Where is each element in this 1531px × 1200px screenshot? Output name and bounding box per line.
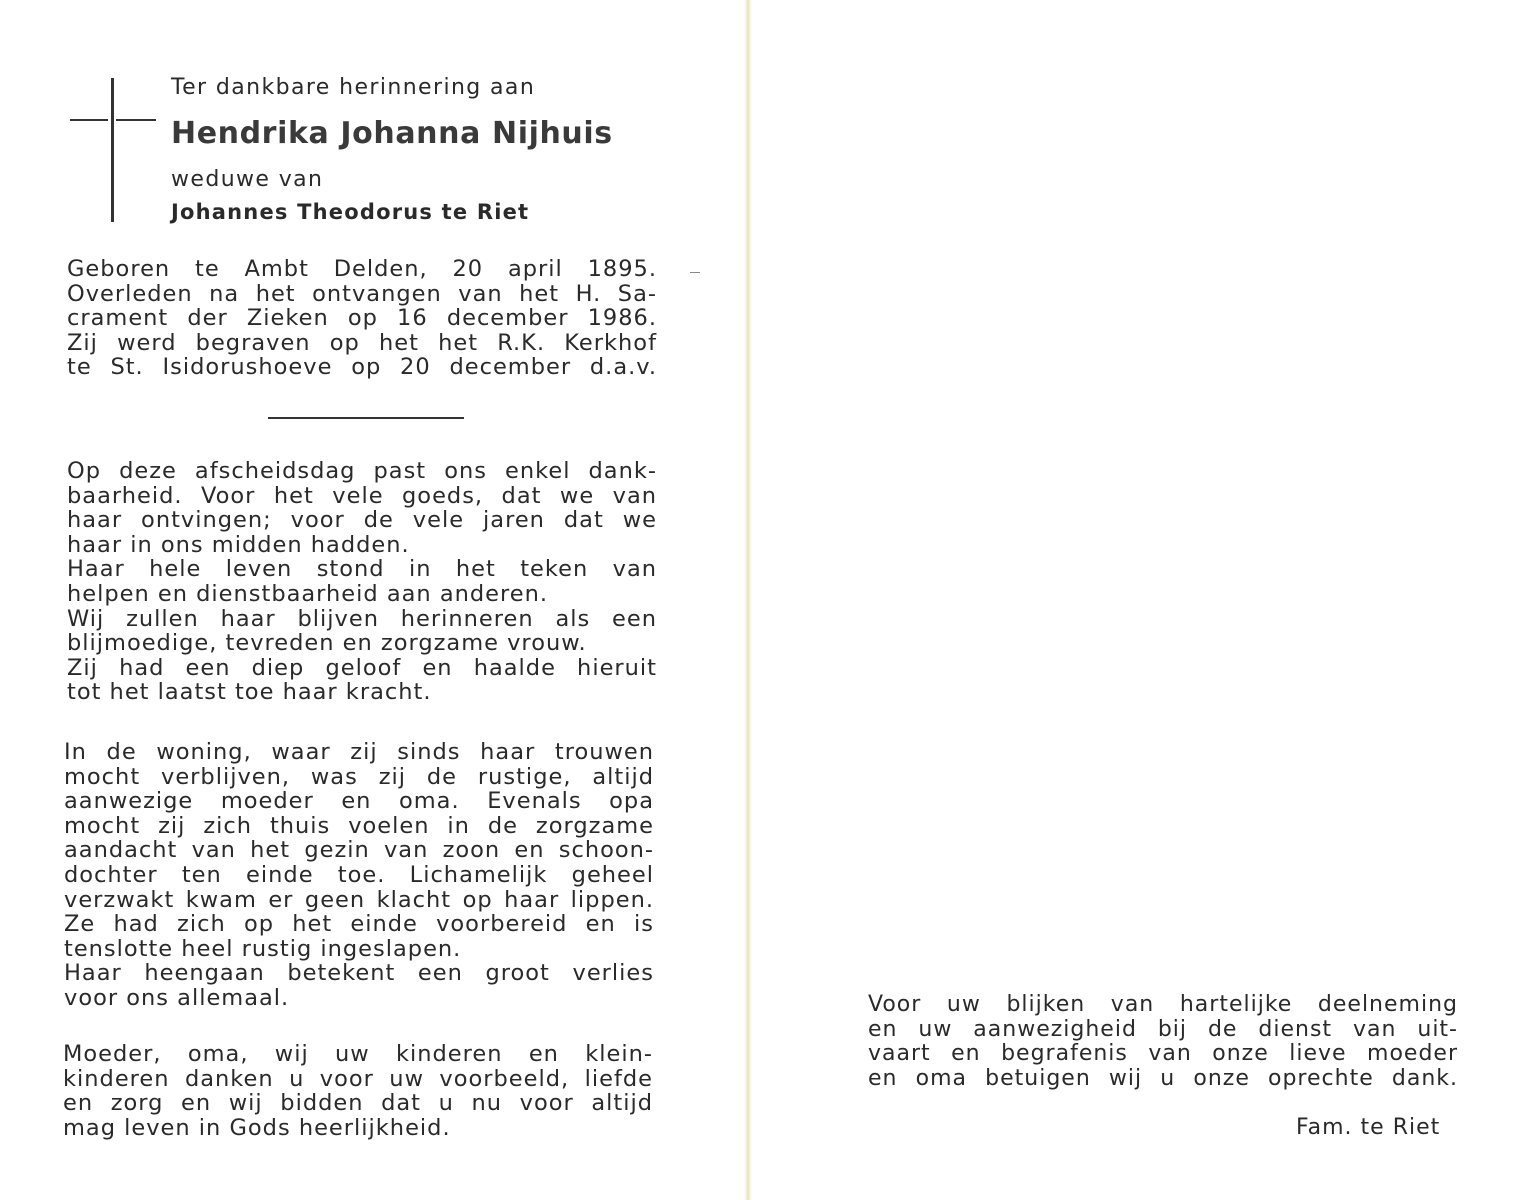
text-line: verzwakt kwam er geen klacht op haar lippen. <box>64 886 654 913</box>
text-line: Voor uw blijken van hartelijke deelneming <box>868 992 1458 1017</box>
widow-line: weduwe van <box>171 167 324 192</box>
stray-mark <box>690 272 700 273</box>
text-line: dochter ten einde toe. Lichamelijk geheel <box>64 861 654 888</box>
text-line: vaart en begrafenis van onze lieve moeder <box>868 1041 1458 1067</box>
family-signature: Fam. te Riet <box>1296 1115 1441 1140</box>
text-line: Ze had zich op het einde voorbereid en is <box>64 911 654 938</box>
bio-paragraph <box>67 257 657 380</box>
text-line: Haar hele leven stond in het teken van <box>67 556 657 583</box>
text-line: aandacht van het gezin van zoon en schoon- <box>64 837 654 864</box>
text-line: en oma betuigen wij u onze oprechte dank. <box>868 1065 1458 1091</box>
husband-name: Johannes Theodorus te Riet <box>171 200 530 224</box>
text-line: Haar heengaan betekent een groot verlies <box>64 960 654 987</box>
text-line: voor ons allemaal. <box>64 984 290 1011</box>
section-divider <box>268 417 464 419</box>
text-line: baarheid. Voor het vele goeds, dat we van <box>67 482 657 509</box>
text-line: Wij zullen haar blijven herinneren als een <box>67 605 657 632</box>
bio-line: Zij werd begraven op het het R.K. Kerkhof <box>67 329 657 356</box>
text-line: en zorg en wij bidden dat u nu voor altijd <box>63 1090 653 1117</box>
text-line: helpen en dienstbaarheid aan anderen. <box>67 580 549 607</box>
text-line: mocht verblijven, was zij de rustige, altijd <box>64 763 654 790</box>
text-line: In de woning, waar zij sinds haar trouwen <box>64 739 654 765</box>
tribute-paragraph-3 <box>63 1042 653 1140</box>
bio-line: Geboren te Ambt Delden, 20 april 1895. <box>67 256 657 282</box>
text-line: tot het laatst toe haar kracht. <box>67 679 432 706</box>
text-line: mag leven in Gods heerlijkheid. <box>63 1114 451 1141</box>
text-line: tenslotte heel rustig ingeslapen. <box>64 935 462 962</box>
text-line: kinderen danken u voor uw voorbeeld, liefde <box>63 1065 653 1092</box>
card-fold <box>744 0 752 1200</box>
thanks-paragraph <box>868 993 1458 1091</box>
bio-line: Overleden na het ontvangen van het H. Sa- <box>67 280 657 307</box>
bio-line: crament der Zieken op 16 december 1986. <box>67 305 657 332</box>
text-line: mocht zij zich thuis voelen in de zorgzame <box>64 812 654 839</box>
left-page <box>0 0 748 1200</box>
text-line: Zij had een diep geloof en haalde hieruit <box>67 654 657 681</box>
cross-bar-left <box>70 119 108 121</box>
bio-line: te St. Isidorushoeve op 20 december d.a.v. <box>67 354 657 381</box>
text-line: Moeder, oma, wij uw kinderen en klein- <box>63 1041 653 1067</box>
cross-bar-right <box>116 119 156 121</box>
text-line: haar ontvingen; voor de vele jaren dat we <box>67 507 657 534</box>
text-line: en uw aanwezigheid bij de dienst van uit- <box>868 1016 1458 1042</box>
tribute-paragraph-2 <box>64 740 654 1011</box>
text-line: aanwezige moeder en oma. Evenals opa <box>64 788 654 815</box>
tribute-paragraph-1 <box>67 459 657 705</box>
cross-icon <box>111 78 114 222</box>
intro-line: Ter dankbare herinnering aan <box>171 75 536 100</box>
text-line: Op deze afscheidsdag past ons enkel dank- <box>67 458 657 484</box>
deceased-name: Hendrika Johanna Nijhuis <box>171 116 613 151</box>
text-line: haar in ons midden hadden. <box>67 531 410 558</box>
text-line: blijmoedige, tevreden en zorgzame vrouw. <box>67 630 587 657</box>
